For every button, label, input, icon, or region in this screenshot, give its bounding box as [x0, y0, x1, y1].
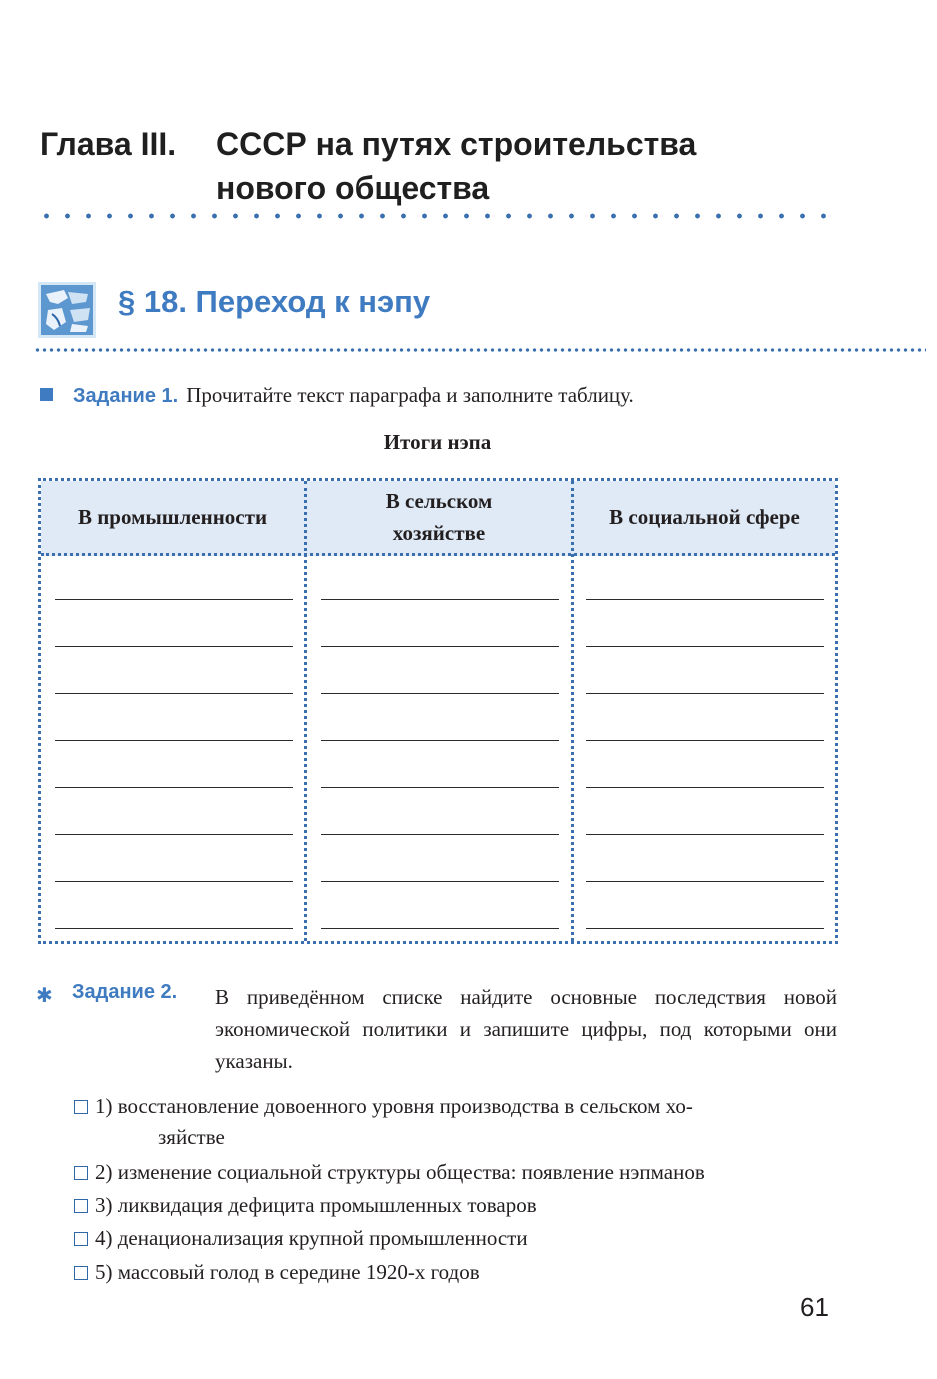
checkbox[interactable] — [74, 1232, 88, 1246]
option-1[interactable] — [74, 1090, 693, 1123]
answer-line[interactable] — [55, 693, 293, 694]
answer-line[interactable] — [321, 787, 559, 788]
task-1 — [40, 383, 634, 408]
header-agriculture: В сельском хозяйстве — [385, 489, 493, 545]
paragraph-title: § 18. Переход к нэпу — [118, 284, 431, 319]
header-social: В социальной сфере — [609, 505, 800, 529]
checkbox[interactable] — [74, 1266, 88, 1280]
answer-line[interactable] — [586, 834, 824, 835]
answer-line[interactable] — [321, 740, 559, 741]
answer-line[interactable] — [586, 599, 824, 600]
header-industry: В промышленности — [77, 505, 268, 529]
task-1-label: Задание 1. — [73, 385, 179, 407]
answer-line[interactable] — [321, 834, 559, 835]
option-3[interactable] — [74, 1189, 537, 1222]
nep-results-table — [38, 478, 838, 944]
answer-line[interactable] — [586, 693, 824, 694]
answer-line[interactable] — [586, 646, 824, 647]
option-5[interactable] — [74, 1256, 480, 1289]
answer-line[interactable] — [55, 646, 293, 647]
option-4[interactable] — [74, 1222, 528, 1255]
task-2-text: В приведённом списке найдите основные последствия новой экономической политики и запишите цифры, под которыми они указаны. — [215, 985, 837, 1073]
answer-line[interactable] — [586, 928, 824, 929]
answer-line[interactable] — [321, 599, 559, 600]
answer-line[interactable] — [321, 693, 559, 694]
answer-line[interactable] — [55, 787, 293, 788]
task-1-text: Прочитайте текст параграфа и заполните таблицу. — [186, 383, 634, 407]
checkbox[interactable] — [74, 1199, 88, 1213]
table-title: Итоги нэпа — [383, 430, 492, 454]
option-1-text: 1) восстановление довоенного уровня производства в сельском хо- — [95, 1094, 693, 1118]
chapter-prefix: Глава III. — [40, 126, 177, 162]
option-2[interactable] — [74, 1156, 705, 1189]
answer-line[interactable] — [55, 881, 293, 882]
answer-line[interactable] — [55, 740, 293, 741]
star-bullet-icon: ✱ — [36, 983, 53, 1007]
page-number: 61 — [800, 1292, 829, 1322]
option-4-text: 4) денационализация крупной промышленности — [95, 1226, 528, 1250]
square-bullet-icon — [40, 388, 53, 401]
option-2-text: 2) изменение социальной структуры общества: появление нэпманов — [95, 1160, 705, 1184]
chapter-title-line1: СССР на путях строительства — [216, 126, 697, 162]
dotted-divider — [36, 211, 842, 221]
option-3-text: 3) ликвидация дефицита промышленных товаров — [95, 1193, 537, 1217]
answer-line[interactable] — [321, 881, 559, 882]
answer-line[interactable] — [321, 928, 559, 929]
answer-line[interactable] — [55, 928, 293, 929]
option-1-continuation: зяйстве — [158, 1125, 225, 1149]
option-5-text: 5) массовый голод в середине 1920-х годов — [95, 1260, 480, 1284]
dotted-divider-fine — [34, 347, 926, 353]
chapter-title — [40, 122, 880, 210]
task-2-label: Задание 2. — [72, 981, 178, 1003]
answer-line[interactable] — [321, 646, 559, 647]
chapter-title-line2: нового общества — [216, 170, 490, 206]
checkbox[interactable] — [74, 1100, 88, 1114]
checkbox[interactable] — [74, 1166, 88, 1180]
answer-line[interactable] — [55, 599, 293, 600]
answer-line[interactable] — [55, 834, 293, 835]
answer-line[interactable] — [586, 881, 824, 882]
answer-line[interactable] — [586, 740, 824, 741]
answer-line[interactable] — [586, 787, 824, 788]
paragraph-emblem-icon — [38, 282, 96, 338]
